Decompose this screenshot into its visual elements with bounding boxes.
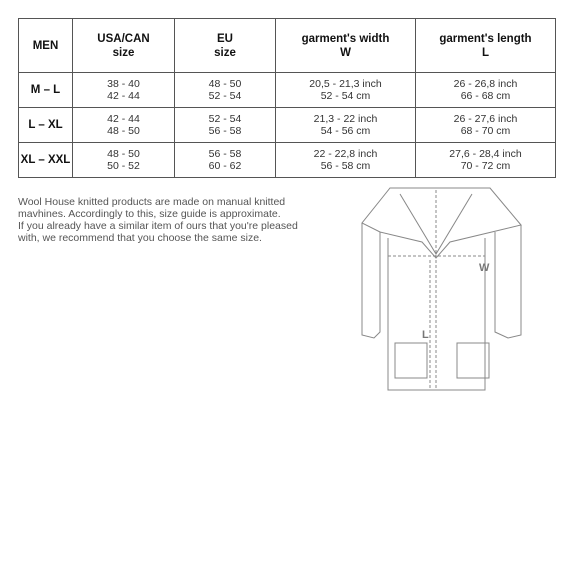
row-size-label: XL – XXL: [19, 143, 73, 178]
header-garment-width: garment's width W: [276, 19, 416, 73]
usa-can-cell: 38 - 40 42 - 44: [73, 73, 175, 108]
eu-cell: 48 - 50 52 - 54: [175, 73, 276, 108]
header-garment-length: garment's length L: [416, 19, 556, 73]
length-label: L: [422, 329, 429, 341]
eu-cell: 56 - 58 60 - 62: [175, 143, 276, 178]
collar-outline: [362, 188, 521, 258]
left-pocket: [395, 343, 427, 378]
size-guide-notes: [18, 196, 318, 244]
length-cell: 27,6 - 28,4 inch 70 - 72 cm: [416, 143, 556, 178]
garment-measurement-diagram: [350, 180, 530, 398]
note-line: If you already have a similar item of ours that you're pleased: [18, 220, 298, 232]
note-line: with, we recommend that you choose the same size.: [18, 232, 262, 244]
right-pocket: [457, 343, 489, 378]
usa-can-cell: 48 - 50 50 - 52: [73, 143, 175, 178]
header-eu-size: EU size: [175, 19, 276, 73]
width-cell: 22 - 22,8 inch 56 - 58 cm: [276, 143, 416, 178]
eu-cell: 52 - 54 56 - 58: [175, 108, 276, 143]
length-cell: 26 - 26,8 inch 66 - 68 cm: [416, 73, 556, 108]
table-row: [19, 108, 556, 143]
note-line: Wool House knitted products are made on manual knitted: [18, 196, 286, 208]
header-usa-can-size: USA/CAN size: [73, 19, 175, 73]
right-sleeve: [495, 225, 521, 338]
table-row: [19, 73, 556, 108]
row-size-label: M – L: [19, 73, 73, 108]
size-chart-table: [18, 18, 556, 178]
row-size-label: L – XL: [19, 108, 73, 143]
length-cell: 26 - 27,6 inch 68 - 70 cm: [416, 108, 556, 143]
left-sleeve: [362, 223, 380, 338]
width-cell: 21,3 - 22 inch 54 - 56 cm: [276, 108, 416, 143]
header-men: MEN: [19, 19, 73, 73]
usa-can-cell: 42 - 44 48 - 50: [73, 108, 175, 143]
width-label: W: [479, 262, 490, 274]
width-cell: 20,5 - 21,3 inch 52 - 54 cm: [276, 73, 416, 108]
table-row: [19, 143, 556, 178]
table-header-row: [19, 19, 556, 73]
note-line: mavhines. Accordingly to this, size guide is approximate.: [18, 208, 281, 220]
